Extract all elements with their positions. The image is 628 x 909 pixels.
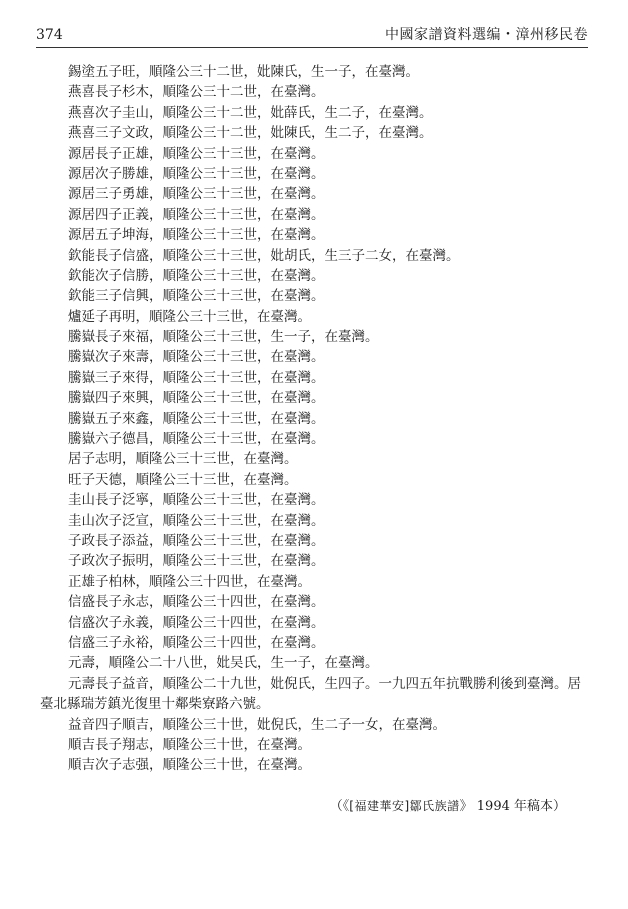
genealogy-entry: 信盛次子永義，順隆公三十四世，在臺灣。: [68, 614, 325, 631]
genealogy-entry: 騰嶽六子德昌，順隆公三十三世，在臺灣。: [68, 431, 325, 448]
genealogy-entry: 騰嶽長子來福，順隆公三十三世，生一子，在臺灣。: [68, 329, 379, 346]
genealogy-entry: 元壽長子益音，順隆公二十九世，妣倪氏，生四子。一九四五年抗戰勝利後到臺灣。居臺北縣瑞芳鎮光復里十鄰柴寮路六號。: [40, 675, 581, 713]
source-citation: [330, 795, 566, 814]
genealogy-entry: 燕喜長子杉木，順隆公三十二世，在臺灣。: [68, 84, 325, 101]
genealogy-entry: 旺子天德，順隆公三十三世，在臺灣。: [68, 471, 298, 488]
genealogy-entry: 燕喜三子文政，順隆公三十二世，妣陳氏，生二子，在臺灣。: [68, 125, 433, 142]
genealogy-entry: 源居五子坤海，順隆公三十三世，在臺灣。: [68, 227, 325, 244]
genealogy-entry: 子政次子振明，順隆公三十三世，在臺灣。: [68, 553, 325, 570]
genealogy-entry: 爐延子再明，順隆公三十三世，在臺灣。: [68, 308, 311, 325]
genealogy-entry: 騰嶽四子來興，順隆公三十三世，在臺灣。: [68, 390, 325, 407]
genealogy-entry: 正雄子柏林，順隆公三十四世，在臺灣。: [68, 573, 311, 590]
genealogy-entry: 欽能三子信興，順隆公三十三世，在臺灣。: [68, 288, 325, 305]
genealogy-entry: 益音四子順吉，順隆公三十世，妣倪氏，生二子一女，在臺灣。: [68, 716, 446, 733]
citation-open: （《: [329, 799, 350, 814]
genealogy-entry: 子政長子添益，順隆公三十三世，在臺灣。: [68, 532, 325, 549]
page-header: [36, 24, 588, 46]
genealogy-entry: 圭山次子泛宣，順隆公三十三世，在臺灣。: [68, 512, 325, 529]
genealogy-entry: 錫塗五子旺，順隆公三十二世，妣陳氏，生一子，在臺灣。: [68, 64, 419, 80]
genealogy-entry: 信盛長子永志，順隆公三十四世，在臺灣。: [68, 594, 325, 611]
genealogy-entry: 順吉次子志强，順隆公三十世，在臺灣。: [68, 757, 311, 774]
genealogy-entries: [40, 62, 584, 776]
genealogy-entry: 源居次子勝雄，順隆公三十三世，在臺灣。: [68, 165, 325, 182]
genealogy-entry: 源居三子勇雄，順隆公三十三世，在臺灣。: [68, 186, 325, 203]
genealogy-entry: 燕喜次子圭山，順隆公三十二世，妣薛氏，生二子，在臺灣。: [68, 104, 433, 121]
running-title: 中國家譜資料選编・漳州移民卷: [385, 27, 588, 43]
citation-book-title: [福建華安]鄒氏族譜: [349, 799, 460, 813]
genealogy-entry: 騰嶽三子來得，順隆公三十三世，在臺灣。: [68, 369, 325, 386]
genealogy-entry: 騰嶽次子來壽，順隆公三十三世，在臺灣。: [68, 349, 325, 366]
genealogy-entry: 源居長子正雄，順隆公三十三世，在臺灣。: [68, 145, 325, 162]
genealogy-entry: 順吉長子翔志，順隆公三十世，在臺灣。: [68, 736, 311, 753]
genealogy-entry: 欽能長子信盛，順隆公三十三世，妣胡氏，生三子二女，在臺灣。: [68, 247, 460, 264]
genealogy-entry: 騰嶽五子來鑫，順隆公三十三世，在臺灣。: [68, 410, 325, 427]
genealogy-entry: 元壽，順隆公二十八世，妣吴氏，生一子，在臺灣。: [68, 655, 379, 672]
genealogy-entry: 源居四子正義，順隆公三十三世，在臺灣。: [68, 206, 325, 223]
genealogy-entry: 居子志明，順隆公三十三世，在臺灣。: [68, 451, 298, 468]
page-number: 374: [36, 27, 63, 43]
genealogy-entry: 信盛三子永裕，順隆公三十四世，在臺灣。: [68, 634, 325, 651]
citation-close: 》 1994 年稿本）: [459, 799, 566, 814]
header-rule: [36, 47, 588, 48]
genealogy-entry: 圭山長子泛寧，順隆公三十三世，在臺灣。: [68, 492, 325, 509]
genealogy-entry: 欽能次子信勝，順隆公三十三世，在臺灣。: [68, 267, 325, 284]
